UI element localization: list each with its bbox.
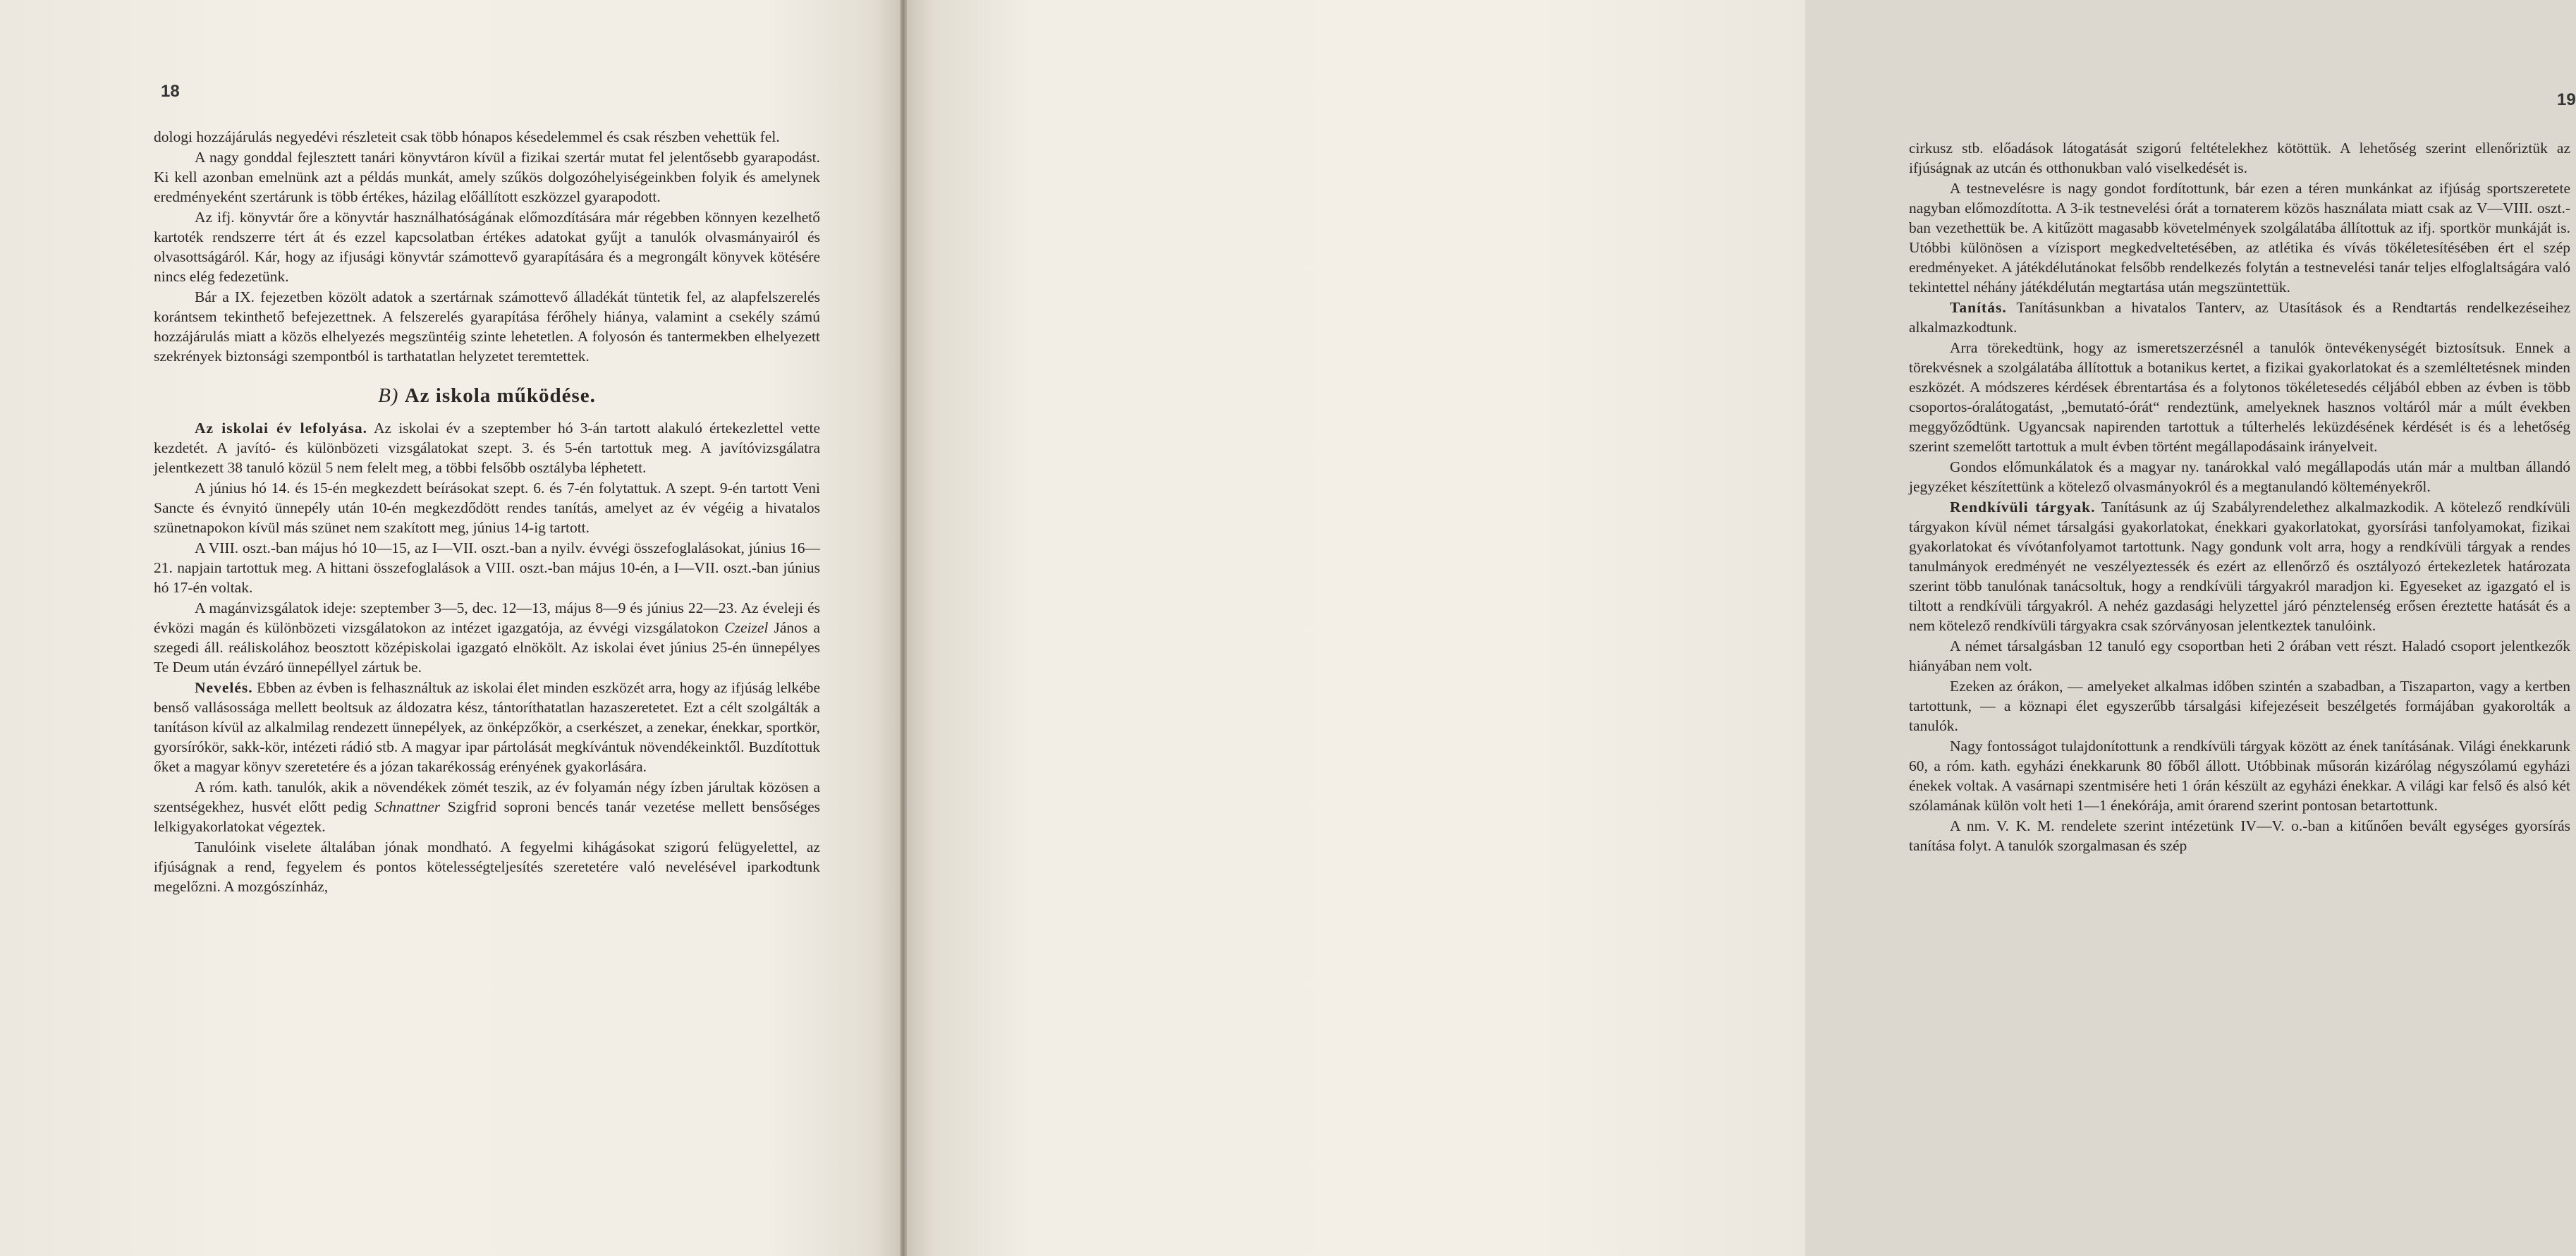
paragraph-body: Az iskolai év a szeptember hó 3-án tartott alakuló értekezlettel vette kezdetét. A javító- és különbözeti vizsgálatokat szept. 3. és 5-én tartottuk meg. A javítóvizsgálatra jelentkezett 38 tanuló közül 5 nem felelt meg, a többi felsőbb osztályba léphetett. [154, 420, 820, 476]
paragraph-body: A magánvizsgálatok ideje: szeptember 3—5, dec. 12—13, május 8—9 és június 22—23. Az éveleji és évközi magán és különbözeti vizsgálatokon az intézet igazgatója, az évvégi vizsgálatokon [154, 599, 820, 636]
left-page-text [154, 127, 820, 897]
paragraph: cirkusz stb. előadások látogatását szigorú feltételekhez kötöttük. A lehetőség szerint ellenőriztük az ifjúságnak az utcán és otthonukban való viselkedését is. [1909, 140, 2570, 176]
paragraph [1909, 497, 2570, 635]
person-name: Czeizel [724, 619, 769, 636]
paragraph [154, 418, 820, 477]
paragraph: A nm. V. K. M. rendelete szerint intézetünk IV—V. o.-ban a kitűnően bevált egységes gyorsírás tanítása folyt. A tanulók szorgalmasan és szép [1909, 817, 2570, 854]
page-number-left: 18 [161, 82, 180, 101]
paragraph [154, 777, 820, 836]
paragraph: A német társalgásban 12 tanuló egy csoportban heti 2 órában vett részt. Haladó csoport jelentkezők hiányában nem volt. [1909, 638, 2570, 674]
paragraph: Tanulóink viselete általában jónak mondható. A fegyelmi kihágásokat szigorú felügyelettel, az ifjúságnak a rend, fegyelem és pontos kötelességteljesítés szeretetére való nevelésével iparkodtunk megelőzni. A mozgószínház, [154, 839, 820, 895]
paragraph [154, 678, 820, 776]
paragraph-body: Szigfrid soproni bencés tanár vezetése mellett bensőséges lelkigyakorlatokat végeztek. [154, 798, 820, 835]
left-page [0, 0, 900, 1256]
run-in-heading: Az iskolai év lefolyása. [195, 420, 368, 437]
paragraph-body: A róm. kath. tanulók, akik a növendékek zömét teszik, az év folyamán négy ízben járultak közösen a szentségekhez, husvét előtt pedig [154, 779, 820, 815]
run-in-heading: Rendkívüli tárgyak. [1950, 499, 2096, 516]
paragraph: A VIII. oszt.-ban május hó 10—15, az I—VII. oszt.-ban a nyilv. évvégi összefoglalásokat, június 16—21. napjain tartottuk meg. A hittani összefoglalások a VIII. oszt.-ban május 10-én, a I—VII. oszt.-ban június hó 17-én voltak. [154, 539, 820, 596]
paragraph: Nagy fontosságot tulajdonítottunk a rendkívüli tárgyak között az ének tanításának. Világi énekkarunk 60, a róm. kath. egyházi énekkarunk 80 főből állott. Utóbbinak műsorán kizárólag négyszólamú egyházi énekek voltak. A vasárnapi szentmisére heti 1 órán készült az egyházi énekkar. A világi kar felső és alsó két szólamának külön volt heti 1—1 énekórája, amit órarend szerint pontosan betartottunk. [1909, 738, 2570, 814]
paragraph: A nagy gonddal fejlesztett tanári könyvtáron kívül a fizikai szertár mutat fel jelentősebb gyarapodást. Ki kell azonban emelnünk azt a példás munkát, amely szűkös dolgozóhelyiségeinkben folyik és amelynek eredményeként szertárunk is több értékes, házilag előállított eszközzel gyarapodott. [154, 149, 820, 205]
page-number-right: 19 [2557, 90, 2576, 109]
section-heading [154, 382, 820, 410]
paragraph-body: Ebben az évben is felhasználtuk az iskolai élet minden eszközét arra, hogy az ifjúság lelkébe benső vallásossága mellett beoltsuk az áldozatra kész, tántoríthatatlan hazaszeretetet. Ezt a célt szolgálták a tanításon kívül az alkalmilag rendezett ünnepélyek, az önképzőkör, a cserkészet, a zenekar, énekkar, sportkör, gyorsírókör, sakk-kör, intézeti rádió stb. A magyar ipar pártolását megkívántuk növendékeinktől. Buzdítottuk őket a magyar könyv szeretetére és a józan takarékosság erényének gyakorlására. [154, 679, 820, 775]
right-page [907, 0, 2576, 1256]
paragraph: Arra törekedtünk, hogy az ismeretszerzésnél a tanulók öntevékenységét biztosítsuk. Ennek a törekvésnek a szolgálatába állítottuk a botanikus kertet, a fizikai gyakorlatokat és a szemléltetésnek minden eszközét. A módszeres kérdések ébrentartása és a folytonos tökéletesedés céljából ebben az évben is több csoportos-óralátogatást, „bemutató-órát“ rendeztünk, amelyeknek hasznos voltáról már a múlt években meggyőződtünk. Ugyancsak napirenden tartottuk a túlterhelés leküzdésének kérdését is és a lehetőség szerint szemelőtt tartottuk a mult évben történt megállapodásaink irányelveit. [1909, 339, 2570, 455]
paragraph-body: János a szegedi áll. reáliskolához beosztott középiskolai igazgató elnökölt. Az iskolai évet június 25-én ünnepélyes Te Deum után évzáró ünnepéllyel zártuk be. [154, 619, 821, 676]
book-gutter [900, 0, 907, 1256]
section-heading-letter: B) [378, 384, 399, 407]
person-name: Schnattner [374, 798, 441, 815]
run-in-heading: Nevelés. [195, 679, 253, 696]
section-heading-title: Az iskola működése. [404, 384, 596, 407]
paragraph: A június hó 14. és 15-én megkezdett beírásokat szept. 6. és 7-én folytattuk. A szept. 9-én tartott Veni Sancte és évnyitó ünnepély után 10-én megkezdődött rendes tanítás, amelyet az év végéig a hivatalos szünetnapokon kívül más szünet nem szakított meg, június 14-ig tartott. [154, 480, 820, 536]
right-page-text [1909, 138, 2570, 856]
run-in-heading: Tanítás. [1950, 299, 2007, 316]
paragraph: Bár a IX. fejezetben közölt adatok a szertárnak számottevő álladékát tüntetik fel, az alapfelszerelés korántsem tekinthető befejezettnek. A felszerelés gyarapítása férőhely hiánya, valamint a csekély számú hozzájárulás miatt a közös elhelyezés megszüntéig szinte lehetetlen. A folyosón és tantermekben elhelyezett szekrények biztonsági szempontból is tarthatatlan helyzetet teremtettek. [154, 288, 820, 365]
paragraph: Ezeken az órákon, — amelyeket alkalmas időben szintén a szabadban, a Tiszaparton, vagy a kertben tartottunk, — a köznapi élet egyszerűbb társalgási kifejezéseit beszélgetés formájában gyakorolták a tanulók. [1909, 678, 2570, 734]
paragraph [154, 598, 820, 677]
paragraph: Gondos előmunkálatok és a magyar ny. tanárokkal való megállapodás után már a multban állandó jegyzéket készítettünk a kötelező olvasmányokról és a megtanulandó költeményekről. [1909, 458, 2570, 495]
paragraph: A testnevelésre is nagy gondot fordítottunk, bár ezen a téren munkánkat az ifjúság sportszeretete nagyban előmozdította. A 3-ik testnevelési órát a tornaterem közös használata miatt csak az V—VIII. oszt.-ban vezethettük be. A kitűzött magasabb követelmények szolgálatába állítottuk az ifj. sportkör munkáját is. Utóbbi különösen a vízisport megkedveltetésében, az atlétika és vívás tökéletesítésében ért el szép eredményeket. A játékdélutánokat felsőbb rendelkezés folytán a testnevelési tanár teljes elfoglaltságára való tekintettel néhány játékdélután megtartása után megszüntettük. [1909, 180, 2570, 295]
paragraph: Az ifj. könyvtár őre a könyvtár használhatóságának előmozdítására már régebben könnyen kezelhető kartoték rendszerre tért át és ezzel kapcsolatban értékes adatokat gyűjt a tanulók olvasmányairól és olvasottságáról. Kár, hogy az ifjusági könyvtár számottevő gyarapítására és a megrongált könyvek kötésére nincs elég fedezetünk. [154, 209, 820, 285]
paragraph: dologi hozzájárulás negyedévi részleteit csak több hónapos késedelemmel és csak részben vehettük fel. [154, 128, 780, 145]
paragraph-body: Tanításunk az új Szabályrendelethez alkalmazkodik. A kötelező rendkívüli tárgyakon kívül német társalgási gyakorlatokat, énekkari gyakorlatokat, gyorsírási tanfolyamokat, fizikai gyakorlatokat és vívótanfolyamot tartottunk. Nagy gondunk volt arra, hogy a rendkívüli tárgyak a rendes tanulmányok eredményét ne veszélyeztessék és ezért az ellenőrző és osztályozó értekezletek határozata szerint több tanulónak tanácsoltuk, hogy a rendkívüli tárgyakról maradjon ki. Egyeseket az igazgató el is tiltott a rendkívüli tárgyakról. A nehéz gazdasági helyzettel járó pénztelenség erősen éreztette hatását és a nem kötelező rendkívüli tárgyakra csak szórványosan jelentkeztek tanulóink. [1909, 499, 2571, 634]
paragraph [1909, 298, 2570, 337]
paragraph-body: Tanításunkban a hivatalos Tanterv, az Utasítások és a Rendtartás rendelkezéseihez alkalmazkodtunk. [1909, 299, 2570, 336]
